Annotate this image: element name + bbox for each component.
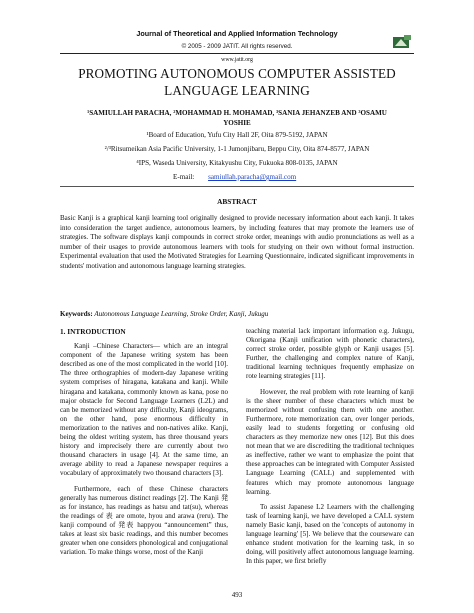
affiliation-2: ²/³Ritsumeikan Asia Pacific University, 1-1 Jumonjibaru, Beppu City, Oita 874-8577, JAPAN (104, 145, 370, 153)
paragraph: To assist Japanese L2 Learners with the challenging task of learning kanji, we have developed a CALL system namely Basic kanji, based on the 'concepts of autonomy in language learning' [5]. We believe that the courseware can enhance student motivation for the learning task, in so doing, will positively affect autonomous language learning. In this paper, we first briefly (246, 502, 414, 566)
right-column (246, 327, 414, 572)
authors-line-2: YOSHIE (223, 119, 251, 127)
header-rule (60, 53, 414, 54)
journal-url[interactable]: www.jatit.org (221, 57, 253, 63)
title-line-1: PROMOTING AUTONOMOUS COMPUTER ASSISTED (78, 66, 396, 81)
paragraph: teaching material lack important information e.g. Jukugu, Okorigana (Kanji unification with phonetic characters), correct stroke order, possible glyph or Kanji usages [5]. Further, the challenging and complex nature of Kanji, traditional learning techniques frequently emphasize on rote learning strategies [11]. (246, 327, 414, 381)
page-number: 493 (231, 591, 243, 599)
section-divider (60, 186, 414, 187)
email-row (173, 173, 296, 181)
author-list (60, 108, 414, 128)
abstract-heading: ABSTRACT (217, 197, 257, 206)
affiliation-3: ⁴IPS, Waseda University, Kitakyushu City, Fukuoka 808-0135, JAPAN (136, 159, 338, 167)
keywords (60, 310, 414, 318)
copyright-line: © 2005 - 2009 JATIT. All rights reserved. (181, 43, 293, 50)
section-heading: 1. INTRODUCTION (60, 327, 126, 336)
paragraph: Furthermore, each of these Chinese characters generally has numerous distinct readings [2]. The Kanji 発 as for instance, has readings as hatsu and tat(su), whereas the readings of 表 are omote, hyou and arawa (reru). The kanji compound of 発表 happyou “announcement” thus, takes at least six basic readings, and this number becomes greater when one considers phonological and conjugational variation. To make things worse, most of the Kanji (60, 484, 228, 557)
paper-title (60, 66, 414, 99)
journal-name: Journal of Theoretical and Applied Information Technology (136, 29, 338, 38)
keywords-label: Keywords: (60, 310, 93, 318)
abstract-body: Basic Kanji is a graphical kanji learning tool originally designed to provide necessary information about each kanji. It takes into consideration the target audience, autonomous learners, by including features that may promote the learners use of strategies. The software displays kanji compounds in correct stroke order, meanings with audio pronunciations as well as a number of their usages to provide autonomous learners with tools for studying on their own without formal instruction. Experimental evaluation that used the Motivated Strategies for Learning Questionnaire, indicated significant improvements in students' motivation and autonomous language learning strategies. (60, 214, 414, 270)
affiliation-1: ¹Board of Education, Yufu City Hall 2F, Oita 879-5192, JAPAN (146, 131, 328, 139)
email-link[interactable]: samiullah.paracha@gmail.com (208, 173, 297, 181)
paragraph: However, the real problem with rote learning of kanji is the sheer number of these characters which must be memorized without confusing them with one another. Furthermore, rote memorization can, over longer periods, easily lead to students forgetting or confusing old characters as they memorize new ones [12]. But this does not mean that we are discrediting the traditional techniques as ineffective, rather we want to emphasize the point that these approaches can be integrated with Computer Assisted Language Learning (CALL) and supplemented with features which may promote autonomous language learning. (246, 387, 414, 496)
paragraph: Kanji –Chinese Characters— which are an integral component of the Japanese writing system has been described as one of the most complicated in the world [10]. The three orthographies of modern-day Japanese writing system comprises of hiragana, katakana and kanji. While hiragana and katakana, commonly known as kana, pose no major obstacle for Second Language Learners (L2L) and can be memorized without any difficulty, Kanji ideograms, on the other hand, pose enormous difficulty in memorization to the natives and non-natives alike. Kanji, being the oldest writing system, has three thousand years history and imprecisely there are currently about two thousand characters in usage [4]. At the same time, an average ability to read a Japanese newspaper requires a vocabulary of approximately two thousand characters [3]. (60, 342, 228, 478)
title-line-2: LANGUAGE LEARNING (164, 82, 310, 98)
keywords-list: Autonomous Language Learning, Stroke Order, Kanji, Jukugu (94, 310, 269, 318)
email-label: E-mail: (173, 173, 195, 181)
authors-line-1: ¹SAMIULLAH PARACHA, ²MOHAMMAD H. MOHAMAD, ³SANIA JEHANZEB AND ³OSAMU (87, 109, 387, 117)
left-column (60, 327, 228, 563)
